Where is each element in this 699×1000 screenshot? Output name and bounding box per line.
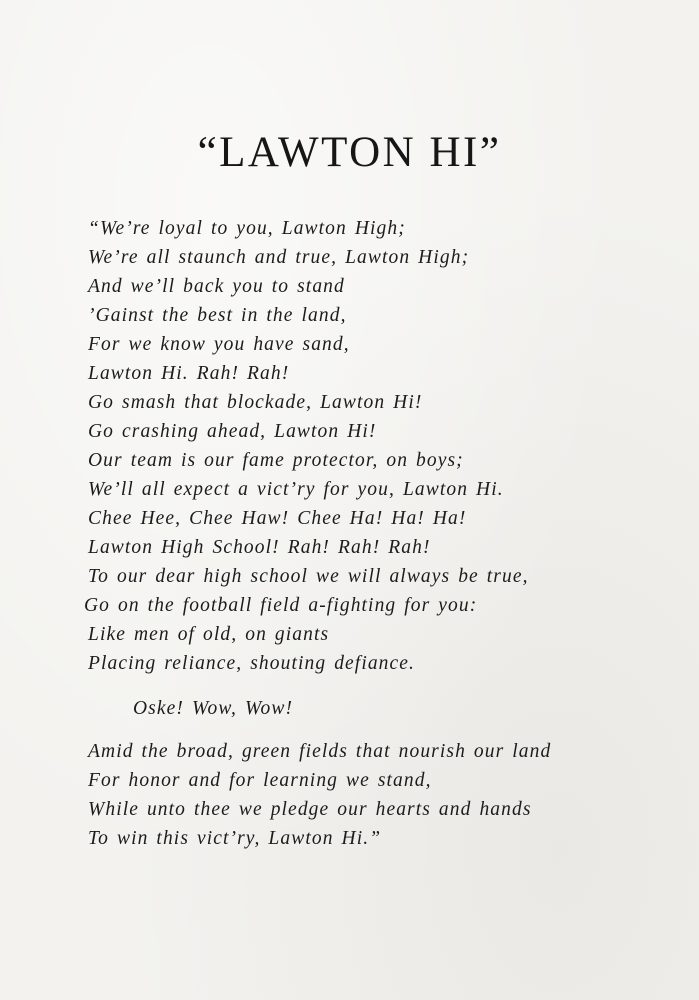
lyric-line: Like men of old, on giants [88,624,330,645]
song-title: “LAWTON HI” [197,129,502,176]
lyric-line: Go smash that blockade, Lawton Hi! [88,392,423,413]
lyric-line: Placing reliance, shouting defiance. [88,653,416,674]
lyric-line: Our team is our fame protector, on boys; [88,450,464,471]
lyric-line: For honor and for learning we stand, [88,770,432,791]
lyric-line: Amid the broad, green fields that nourish our land [88,741,552,762]
lyric-line: “We’re loyal to you, Lawton High; [88,218,406,239]
lyric-line: Go on the football field a-fighting for you: [84,595,478,616]
lyric-line: While unto thee we pledge our hearts and hands [88,799,532,820]
lyric-line: Chee Hee, Chee Haw! Chee Ha! Ha! Ha! [88,508,467,529]
lyric-line: Lawton Hi. Rah! Rah! [88,363,290,384]
lyric-line: Go crashing ahead, Lawton Hi! [88,421,377,442]
cheer-line: Oske! Wow, Wow! [133,698,294,719]
lyric-line: ’Gainst the best in the land, [88,305,347,326]
lyric-line: And we’ll back you to stand [88,276,345,297]
lyric-line: Lawton High School! Rah! Rah! Rah! [88,537,431,558]
lyric-line: To our dear high school we will always be true, [88,566,529,587]
lyric-line: We’re all staunch and true, Lawton High; [88,247,470,268]
lyric-line: To win this vict’ry, Lawton Hi.” [88,828,382,849]
lyric-line: We’ll all expect a vict’ry for you, Lawton Hi. [88,479,504,500]
lyric-line: For we know you have sand, [88,334,350,355]
